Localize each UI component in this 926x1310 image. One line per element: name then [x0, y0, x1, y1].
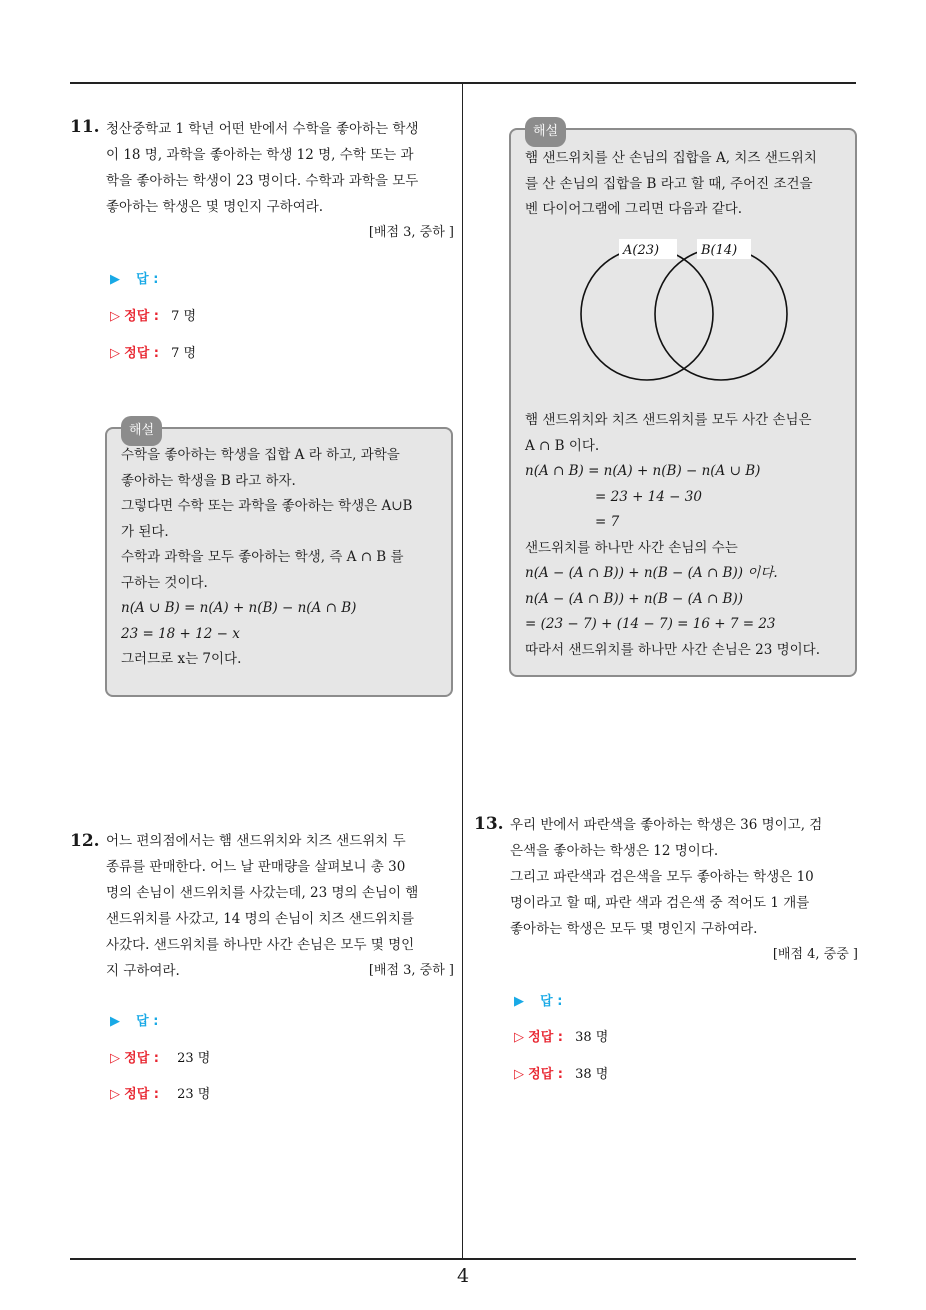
solution-line: 햄 샌드위치를 산 손님의 집합을 A, 치즈 샌드위치: [525, 150, 817, 166]
venn-label-b: B(14): [701, 243, 738, 258]
answer-label: 답 :: [136, 272, 159, 287]
problem-13-line: 은색을 좋아하는 학생은 12 명이다.: [510, 843, 719, 859]
solution-line: 수학을 좋아하는 학생을 집합 A 라 하고, 과학을: [121, 447, 400, 463]
solution-line: A ∩ B 이다.: [525, 437, 600, 454]
correct-label: 정답 :: [124, 1087, 159, 1102]
problem-13-line: 우리 반에서 파란색을 좋아하는 학생은 36 명이고, 검: [510, 817, 823, 833]
solution-line: 수학과 과학을 모두 좋아하는 학생, 즉 A ∩ B 를: [121, 549, 404, 565]
answer-label: 답 :: [136, 1014, 159, 1029]
answer-label: 답 :: [540, 994, 563, 1009]
solution-line: 샌드위치를 하나만 사간 손님의 수는: [525, 539, 738, 556]
solution-line: 따라서 샌드위치를 하나만 사간 손님은 23 명이다.: [525, 641, 820, 658]
problem-12-line: 지 구하여라.: [106, 963, 180, 979]
solution-line: 그렇다면 수학 또는 과학을 좋아하는 학생은 A∪B: [121, 498, 413, 514]
solution-tag: 해설: [525, 117, 566, 147]
problem-11-text: [106, 116, 454, 246]
play-icon: ▶: [514, 994, 524, 1009]
solution-box-12: [509, 124, 857, 677]
problem-12-line: 어느 편의점에서는 햄 샌드위치와 치즈 샌드위치 두: [106, 833, 406, 849]
play-icon: ▶: [110, 272, 120, 287]
correct-value: 7 명: [171, 309, 197, 324]
venn-circle-b: [655, 248, 787, 380]
correct-answer-row-13b: [514, 1063, 608, 1082]
correct-answer-row-13a: [514, 1026, 608, 1045]
solution-line: 좋아하는 학생을 B 라고 하자.: [121, 472, 296, 489]
answer-row-12[interactable]: [110, 1010, 158, 1029]
page-number: 4: [456, 1265, 470, 1287]
solution-formula: = 7: [595, 514, 620, 530]
solution-line: 그러므로 x는 7이다.: [121, 651, 242, 667]
bottom-rule: [70, 1258, 856, 1260]
problem-13-line: 명이라고 할 때, 파란 색과 검은색 중 적어도 1 개를: [510, 895, 810, 911]
correct-value: 38 명: [575, 1067, 609, 1082]
correct-label: 정답 :: [124, 1051, 159, 1066]
problem-12-line: 명의 손님이 샌드위치를 사갔는데, 23 명의 손님이 햄: [106, 885, 419, 901]
solution-line: 구하는 것이다.: [121, 574, 208, 591]
solution-formula: = 23 + 14 − 30: [595, 488, 702, 505]
correct-label: 정답 :: [528, 1067, 563, 1082]
outline-triangle-icon: ▷: [110, 1051, 120, 1066]
problem-12-text: [106, 828, 454, 984]
top-rule: [70, 82, 856, 84]
solution-formula: n(A − (A ∩ B)) + n(B − (A ∩ B)) 이다.: [525, 565, 778, 581]
solution-formula: n(A − (A ∩ B)) + n(B − (A ∩ B)): [525, 590, 744, 607]
play-icon: ▶: [110, 1014, 120, 1029]
correct-label: 정답 :: [124, 309, 159, 324]
solution-line: 벤 다이어그램에 그리면 다음과 같다.: [525, 201, 743, 217]
correct-answer-row-12b: [110, 1083, 210, 1102]
answer-row-13[interactable]: [514, 990, 562, 1009]
problem-12-line: 샌드위치를 사갔고, 14 명의 손님이 치즈 샌드위치를: [106, 911, 415, 927]
problem-13-text: [510, 812, 858, 968]
solution-tag: 해설: [121, 416, 162, 446]
correct-value: 23 명: [177, 1051, 211, 1066]
problem-13-line: 좋아하는 학생은 모두 몇 명인지 구하여라.: [510, 921, 758, 937]
solution-line: 햄 샌드위치와 치즈 샌드위치를 모두 사간 손님은: [525, 412, 812, 428]
solution-formula: n(A ∪ B) = n(A) + n(B) − n(A ∩ B): [121, 600, 357, 616]
outline-triangle-icon: ▷: [514, 1030, 524, 1045]
problem-12-line: 종류를 판매한다. 어느 날 판매량을 살펴보니 총 30: [106, 859, 406, 875]
correct-value: 7 명: [171, 346, 197, 361]
problem-13-line: 그리고 파란색과 검은색을 모두 좋아하는 학생은 10: [510, 869, 814, 885]
correct-value: 38 명: [575, 1030, 609, 1045]
problem-11-line: 청산중학교 1 학년 어떤 반에서 수학을 좋아하는 학생: [106, 121, 419, 137]
problem-11-line: 좋아하는 학생은 몇 명인지 구하여라.: [106, 199, 324, 215]
venn-label-a: A(23): [623, 243, 660, 258]
correct-answer-row-11b: [110, 342, 196, 361]
problem-11-line: 학을 좋아하는 학생이 23 명이다. 수학과 과학을 모두: [106, 173, 419, 189]
problem-13-number: 13.: [474, 814, 504, 834]
problem-12-score: [배점 3, 중하 ]: [368, 963, 454, 978]
outline-triangle-icon: ▷: [110, 346, 120, 361]
correct-value: 23 명: [177, 1087, 211, 1102]
venn-circle-a: [581, 248, 713, 380]
problem-13-score: [배점 4, 중중 ]: [772, 947, 858, 962]
correct-answer-row-11a: [110, 305, 196, 324]
column-divider: [462, 82, 463, 1258]
solution-formula: = (23 − 7) + (14 − 7) = 16 + 7 = 23: [525, 616, 776, 632]
solution-line: 가 된다.: [121, 523, 169, 540]
solution-formula: 23 = 18 + 12 − x: [121, 625, 240, 642]
solution-formula: n(A ∩ B) = n(A) + n(B) − n(A ∪ B): [525, 463, 761, 479]
outline-triangle-icon: ▷: [110, 309, 120, 324]
correct-label: 정답 :: [528, 1030, 563, 1045]
venn-diagram: [571, 234, 811, 394]
problem-11-line: 이 18 명, 과학을 좋아하는 학생 12 명, 수학 또는 과: [106, 147, 414, 163]
solution-box-11: [105, 423, 453, 697]
problem-12-number: 12.: [70, 831, 100, 851]
outline-triangle-icon: ▷: [110, 1087, 120, 1102]
problem-11-number: 11.: [70, 117, 100, 137]
outline-triangle-icon: ▷: [514, 1067, 524, 1082]
correct-label: 정답 :: [124, 346, 159, 361]
correct-answer-row-12a: [110, 1047, 210, 1066]
problem-12-line: 사갔다. 샌드위치를 하나만 사간 손님은 모두 몇 명인: [106, 937, 415, 953]
answer-row-11[interactable]: [110, 268, 158, 287]
problem-11-score: [배점 3, 중하 ]: [368, 225, 454, 240]
solution-line: 를 산 손님의 집합을 B 라고 할 때, 주어진 조건을: [525, 175, 813, 192]
